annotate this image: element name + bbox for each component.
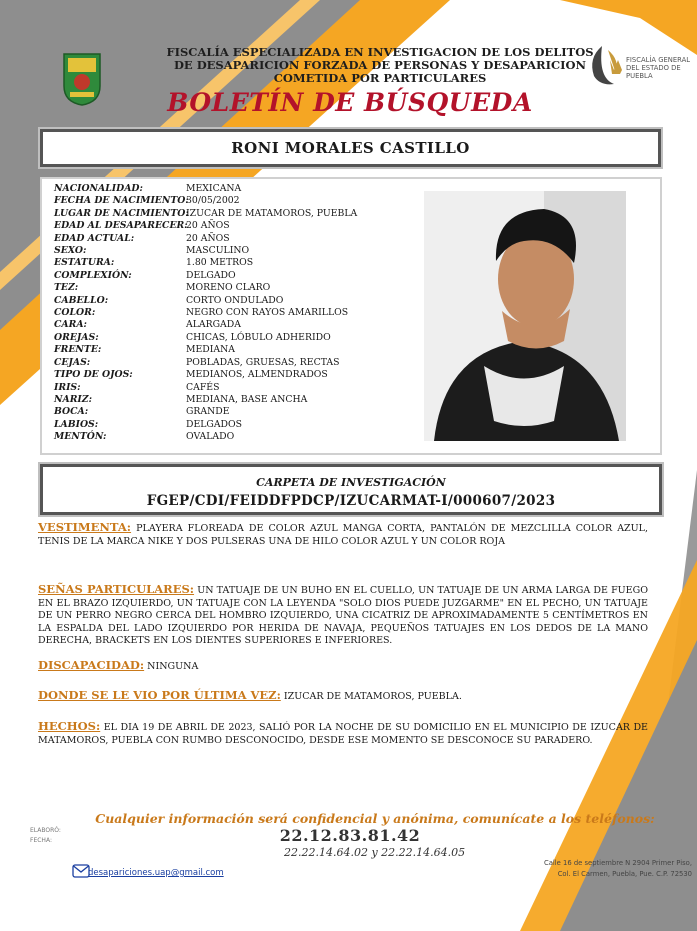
detail-value: DELGADOS bbox=[186, 418, 242, 430]
detail-row bbox=[54, 208, 357, 220]
detail-row bbox=[54, 295, 357, 307]
contact-email-link[interactable]: desapariciones.uap@gmail.com bbox=[88, 868, 224, 878]
distinguishing-marks-text: UN TATUAJE DE UN BUHO EN EL CUELLO, UN TATUAJE DE UN ARMA LARGA DE FUEGO EN EL BRAZO IZQUIERDO, UN TATUAJE CON LA LEYENDA "SOLO DIOS PUEDE JUZGARME" EN EL PECHO, UN TATUAJE DE UN PERRO NEGRO CERCA DEL HOMBRO IZQUIERDO, UNA CICATRIZ DE APROXIMADAMENTE 5 CENTÍMETROS EN LA ESPALDA DEL LADO IZQUIERDO POR HERIDA DE NAVAJA, PEQUEÑOS TATUAJES EN LOS DEDOS DE LA MANO DERECHA, BRACKETS EN LOS DIENTES SUPERIORES E INFERIORES. bbox=[38, 585, 648, 647]
detail-row bbox=[54, 307, 357, 319]
detail-value: DELGADO bbox=[186, 269, 236, 281]
detail-label: CARA: bbox=[54, 319, 87, 331]
meta-elaboro: ELABORÓ: bbox=[30, 827, 61, 834]
detail-value: OVALADO bbox=[186, 431, 235, 443]
office-address bbox=[490, 858, 692, 880]
detail-row bbox=[54, 220, 357, 232]
detail-value: IZUCAR DE MATAMOROS, PUEBLA bbox=[186, 207, 358, 219]
detail-row bbox=[54, 382, 357, 394]
bulletin-title: BOLETÍN DE BÚSQUEDA bbox=[167, 88, 533, 117]
detail-label: FECHA DE NACIMIENTO: bbox=[54, 195, 189, 207]
detail-value: MORENO CLARO bbox=[186, 282, 271, 294]
detail-value: GRANDE bbox=[186, 406, 230, 418]
detail-value: NEGRO CON RAYOS AMARILLOS bbox=[186, 307, 349, 319]
last-seen-section bbox=[38, 689, 648, 704]
disability-label: DISCAPACIDAD: bbox=[38, 658, 145, 672]
investigation-folder-box bbox=[40, 464, 662, 515]
detail-label: TIPO DE OJOS: bbox=[54, 369, 133, 381]
detail-value: MEDIANA, BASE ANCHA bbox=[186, 393, 308, 405]
detail-row bbox=[54, 183, 357, 195]
facts-label: HECHOS: bbox=[38, 719, 101, 733]
detail-value: 20 AÑOS bbox=[186, 220, 230, 232]
alt-phones: 22.22.14.64.02 y 22.22.14.64.05 bbox=[284, 846, 466, 859]
facts-section bbox=[38, 720, 648, 747]
detail-label: CABELLO: bbox=[54, 294, 109, 306]
detail-label: FRENTE: bbox=[54, 344, 102, 356]
detail-row bbox=[54, 344, 357, 356]
detail-label: CEJAS: bbox=[54, 356, 91, 368]
detail-label: MENTÓN: bbox=[54, 431, 107, 443]
detail-row bbox=[54, 257, 357, 269]
detail-value: 1.80 METROS bbox=[186, 257, 254, 269]
clothing-section bbox=[38, 521, 648, 548]
detail-value: CHICAS, LÓBULO ADHERIDO bbox=[186, 331, 331, 343]
detail-row bbox=[54, 369, 357, 381]
detail-label: LUGAR DE NACIMIENTO: bbox=[54, 207, 189, 219]
detail-label: NACIONALIDAD: bbox=[54, 183, 143, 194]
main-phone: 22.12.83.81.42 bbox=[279, 826, 421, 845]
detail-row bbox=[54, 233, 357, 245]
detail-row bbox=[54, 195, 357, 207]
fiscalia-logo-text bbox=[626, 56, 690, 80]
last-seen-text: IZUCAR DE MATAMOROS, PUEBLA. bbox=[283, 691, 462, 702]
detail-row bbox=[54, 270, 357, 282]
person-name-box bbox=[40, 129, 661, 167]
meta-fecha: FECHA: bbox=[30, 837, 52, 844]
detail-value: MEDIANA bbox=[186, 344, 235, 356]
municipal-shield-logo bbox=[62, 52, 102, 106]
detail-value: MEXICANA bbox=[186, 183, 242, 194]
detail-row bbox=[54, 419, 357, 431]
person-name: RONI MORALES CASTILLO bbox=[231, 139, 470, 157]
distinguishing-marks-label: SEÑAS PARTICULARES: bbox=[38, 582, 195, 596]
facts-text: EL DIA 19 DE ABRIL DE 2023, SALIÓ POR LA NOCHE DE SU DOMICILIO EN EL MUNICIPIO DE IZUCAR DE MATAMOROS, PUEBLA CON RUMBO DESCONOCIDO, DESDE ESE MOMENTO SE DESCONOCE SU PARADERO. bbox=[38, 722, 648, 746]
address-line2: Col. El Carmen, Puebla, Pue. C.P. 72530 bbox=[557, 870, 692, 878]
disability-text: NINGUNA bbox=[147, 661, 199, 672]
detail-label: IRIS: bbox=[54, 381, 81, 393]
person-details bbox=[54, 183, 357, 444]
investigation-folder-label: CARPETA DE INVESTIGACIÓN bbox=[256, 476, 446, 489]
detail-row bbox=[54, 394, 357, 406]
person-photo bbox=[424, 191, 626, 441]
detail-value: CORTO ONDULADO bbox=[186, 294, 284, 306]
detail-label: EDAD ACTUAL: bbox=[54, 232, 135, 244]
detail-label: EDAD AL DESAPARECER: bbox=[54, 220, 188, 232]
clothing-text: PLAYERA FLOREADA DE COLOR AZUL MANGA CORTA, PANTALÓN DE MEZCLILLA COLOR AZUL, TENIS DE LA MARCA NIKE Y DOS PULSERAS UNA DE HILO COLOR AZUL Y UN COLOR ROJA bbox=[38, 523, 648, 547]
detail-label: NARIZ: bbox=[54, 393, 93, 405]
detail-value: MEDIANOS, ALMENDRADOS bbox=[186, 369, 328, 381]
detail-label: TEZ: bbox=[54, 282, 79, 294]
detail-value: MASCULINO bbox=[186, 245, 250, 257]
distinguishing-marks-section bbox=[38, 583, 648, 648]
fiscalia-logo-line1: FISCALÍA GENERAL bbox=[626, 56, 691, 64]
detail-row bbox=[54, 406, 357, 418]
detail-label: COLOR: bbox=[54, 307, 96, 319]
detail-value: CAFÉS bbox=[186, 381, 220, 393]
detail-value: 30/05/2002 bbox=[186, 195, 240, 207]
agency-title bbox=[150, 46, 610, 85]
address-line1: Calle 16 de septiembre N 2904 Primer Piso, bbox=[543, 859, 692, 867]
detail-row bbox=[54, 357, 357, 369]
clothing-label: VESTIMENTA: bbox=[38, 520, 132, 534]
detail-row bbox=[54, 431, 357, 443]
detail-label: OREJAS: bbox=[54, 331, 99, 343]
confidential-notice: Cualquier información será confidencial y anónima, comunícate a los teléfonos: bbox=[95, 811, 655, 826]
agency-title-line2: DE DESAPARICION FORZADA DE PERSONAS Y DESAPARICION bbox=[173, 58, 587, 72]
document-meta bbox=[30, 826, 61, 846]
detail-label: LABIOS: bbox=[54, 418, 99, 430]
detail-value: 20 AÑOS bbox=[186, 232, 230, 244]
last-seen-label: DONDE SE LE VIO POR ÚLTIMA VEZ: bbox=[38, 688, 281, 702]
detail-value: POBLADAS, GRUESAS, RECTAS bbox=[186, 356, 340, 368]
detail-label: COMPLEXIÓN: bbox=[54, 269, 132, 281]
fiscalia-logo-line2: DEL ESTADO DE bbox=[626, 64, 681, 72]
detail-label: ESTATURA: bbox=[54, 257, 115, 269]
detail-row bbox=[54, 245, 357, 257]
detail-row bbox=[54, 282, 357, 294]
agency-title-line3: COMETIDA POR PARTICULARES bbox=[273, 71, 487, 85]
disability-section bbox=[38, 659, 648, 674]
detail-row bbox=[54, 332, 357, 344]
detail-row bbox=[54, 319, 357, 331]
detail-label: BOCA: bbox=[54, 406, 89, 418]
agency-title-line1: FISCALÍA ESPECIALIZADA EN INVESTIGACION DE LOS DELITOS bbox=[166, 45, 594, 59]
fiscalia-logo-line3: PUEBLA bbox=[626, 72, 653, 80]
detail-label: SEXO: bbox=[54, 245, 87, 257]
detail-value: ALARGADA bbox=[186, 319, 241, 331]
investigation-folder-number: FGEP/CDI/FEIDDFPDCP/IZUCARMAT-I/000607/2023 bbox=[146, 493, 556, 509]
